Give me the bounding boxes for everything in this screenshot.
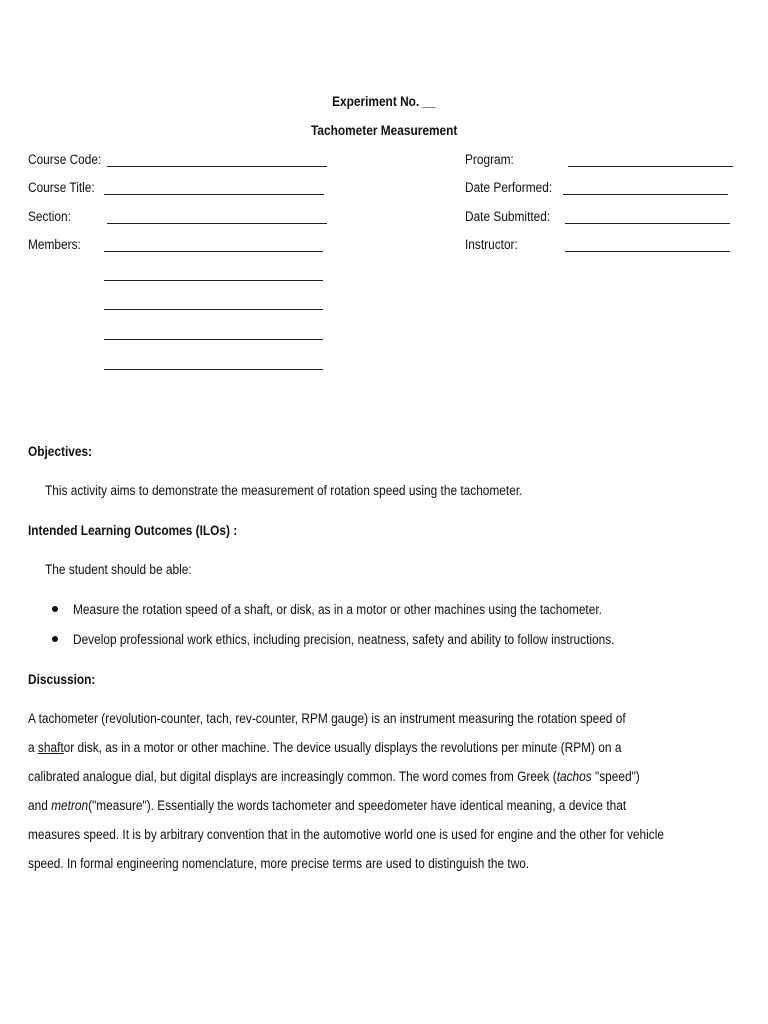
- document-title: Tachometer Measurement: [310, 123, 458, 138]
- date-submitted-field: [565, 223, 730, 224]
- members-field-3: [104, 309, 323, 310]
- discussion-line-6: speed. In formal engineering nomenclature, more precise terms are used to distinguish the two.: [28, 856, 530, 871]
- instructor-field: [565, 251, 730, 252]
- date-performed-field: [563, 194, 728, 195]
- date-performed-label: Date Performed:: [465, 180, 553, 195]
- course-title-label: Course Title:: [28, 180, 95, 195]
- course-code-field: [107, 166, 327, 167]
- discussion-line-2: a shaftor disk, as in a motor or other machine. The device usually displays the revolutions per minute (RPM) on a: [28, 740, 622, 755]
- section-label: Section:: [28, 209, 71, 224]
- discussion-line-1: A tachometer (revolution-counter, tach, rev-counter, RPM gauge) is an instrument measuring the rotation speed of: [28, 711, 626, 726]
- discussion-line-5: measures speed. It is by arbitrary convention that in the automotive world one is used for engine and the other for vehicle: [28, 827, 664, 842]
- objectives-heading: Objectives:: [28, 444, 93, 459]
- ilos-heading: Intended Learning Outcomes (ILOs) :: [28, 523, 238, 538]
- members-field-2: [104, 280, 323, 281]
- bullet-icon: [52, 636, 58, 642]
- members-field-1: [104, 251, 323, 252]
- date-submitted-label: Date Submitted:: [465, 209, 551, 224]
- section-field: [107, 223, 327, 224]
- experiment-number: Experiment No. __: [332, 94, 436, 109]
- program-label: Program:: [465, 152, 514, 167]
- course-title-field: [104, 194, 324, 195]
- ilo-item-1: Measure the rotation speed of a shaft, or disk, as in a motor or other machines using the tachometer.: [73, 602, 602, 617]
- members-label: Members:: [28, 237, 81, 252]
- objectives-text: This activity aims to demonstrate the measurement of rotation speed using the tachometer.: [45, 483, 523, 498]
- shaft-link[interactable]: shaft: [37, 740, 64, 755]
- ilos-intro: The student should be able:: [45, 562, 192, 577]
- program-field: [568, 166, 733, 167]
- ilo-item-2: Develop professional work ethics, including precision, neatness, safety and ability to follow instructions.: [73, 632, 615, 647]
- discussion-heading: Discussion:: [28, 672, 96, 687]
- instructor-label: Instructor:: [465, 237, 518, 252]
- course-code-label: Course Code:: [28, 152, 102, 167]
- bullet-icon: [52, 606, 58, 612]
- discussion-line-3: calibrated analogue dial, but digital displays are increasingly common. The word comes from Greek (tachos "speed"): [28, 769, 640, 784]
- members-field-4: [104, 339, 323, 340]
- members-field-5: [104, 369, 323, 370]
- discussion-line-4: and metron("measure"). Essentially the words tachometer and speedometer have identical meaning, a device that: [28, 798, 627, 813]
